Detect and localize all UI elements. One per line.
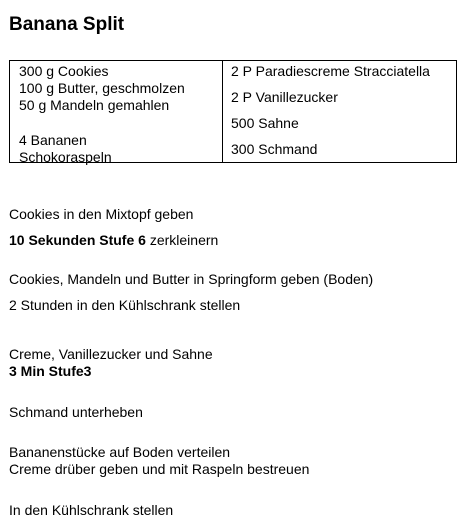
step-text: Bananenstücke auf Boden verteilen [9, 444, 231, 460]
step-bold-text: 10 Sekunden Stufe 6 [9, 232, 146, 248]
step-bold-text: 3 Min Stufe3 [9, 363, 92, 379]
ingredients-table [9, 60, 457, 163]
step-text: Schmand unterheben [9, 404, 143, 420]
step-text-rest: zerkleinern [145, 232, 219, 248]
recipe-title: Banana Split [9, 14, 125, 35]
step-text: Cookies, Mandeln und Butter in Springform geben (Boden) [9, 271, 374, 287]
ingredient-line: 500 Sahne [231, 115, 299, 131]
step-text [9, 363, 91, 380]
ingredient-line: 300 Schmand [231, 141, 318, 157]
ingredient-line: 2 P Vanillezucker [231, 89, 338, 105]
step-text: 2 Stunden in den Kühlschrank stellen [9, 297, 241, 313]
ingredient-line: 50 g Mandeln gemahlen [19, 97, 170, 113]
step-text: Cookies in den Mixtopf geben [9, 206, 194, 222]
ingredient-line: 300 g Cookies [19, 63, 109, 79]
ingredient-line: 100 g Butter, geschmolzen [19, 80, 185, 96]
step-text: In den Kühlschrank stellen [9, 502, 174, 518]
ingredient-line: 2 P Paradiescreme Stracciatella [231, 63, 430, 79]
table-column-divider [222, 61, 223, 162]
step-text [9, 232, 218, 249]
ingredient-line: Schokoraspeln [19, 149, 112, 165]
ingredient-line: 4 Bananen [19, 132, 87, 148]
step-text: Creme drüber geben und mit Raspeln bestreuen [9, 461, 310, 477]
step-text: Creme, Vanillezucker und Sahne [9, 346, 213, 362]
